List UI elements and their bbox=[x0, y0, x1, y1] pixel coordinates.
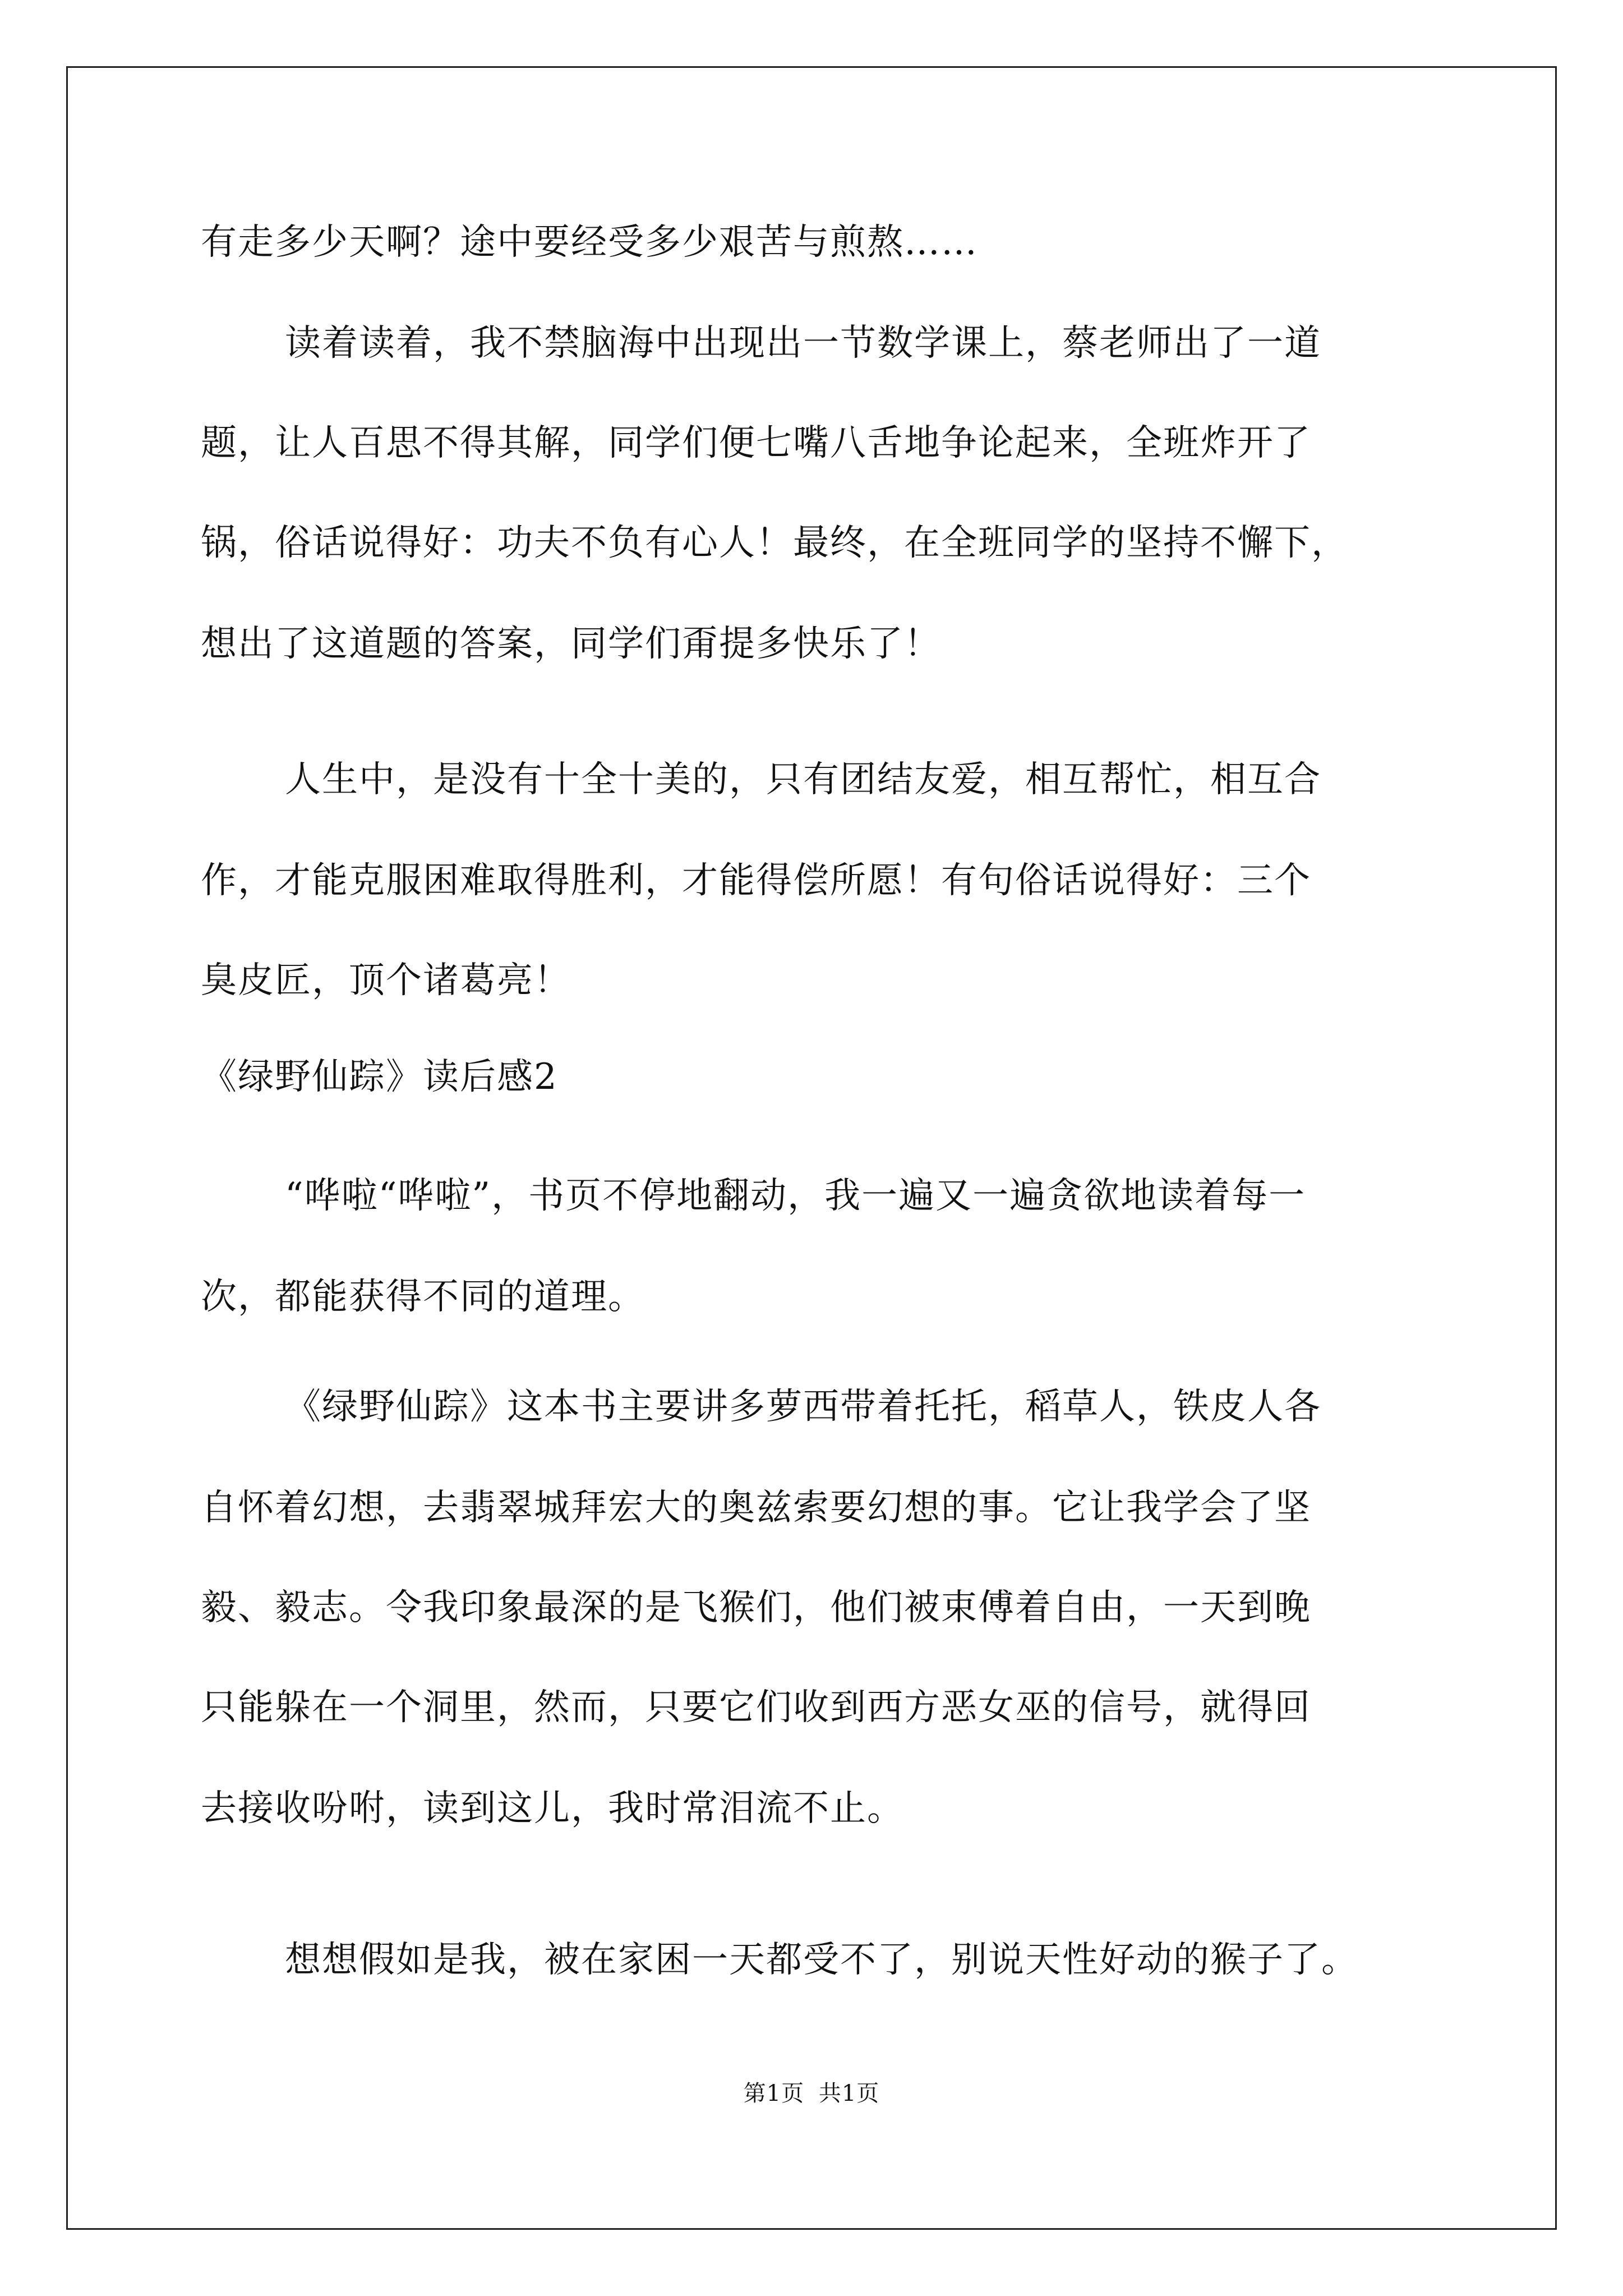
paragraph-line: 读着读着，我不禁脑海中出现出一节数学课上，蔡老师出了一道 bbox=[285, 323, 1321, 364]
page-border bbox=[66, 66, 1557, 2230]
text-line: 想出了这道题的答案，同学们甭提多快乐了！ bbox=[201, 623, 941, 665]
text-line: 次，都能获得不同的道理。 bbox=[201, 1276, 645, 1318]
text-line: 有走多少天啊？途中要经受多少艰苦与煎熬…… bbox=[201, 222, 978, 263]
paragraph-line: “哗啦“哗啦”，书页不停地翻动，我一遍又一遍贪欲地读着每一 bbox=[285, 1175, 1306, 1217]
text-line: 去接收吩咐，读到这儿，我时常泪流不止。 bbox=[201, 1788, 904, 1829]
text-line: 作，才能克服困难取得胜利，才能得偿所愿！有句俗话说得好：三个 bbox=[201, 860, 1311, 901]
text-line: 只能躲在一个洞里，然而，只要它们收到西方恶女巫的信号，就得回 bbox=[201, 1687, 1311, 1728]
text-line: 题，让人百思不得其解，同学们便七嘴八舌地争论起来，全班炸开了 bbox=[201, 422, 1311, 464]
text-line: 毅、毅志。令我印象最深的是飞猴们，他们被束傅着自由，一天到晚 bbox=[201, 1587, 1311, 1628]
page-number: 第1页 bbox=[743, 2081, 805, 2106]
paragraph-line: 《绿野仙踪》这本书主要讲多萝西带着托托，稻草人，铁皮人各 bbox=[285, 1386, 1321, 1428]
page-total: 共1页 bbox=[818, 2081, 880, 2106]
section-heading: 《绿野仙踪》读后感2 bbox=[201, 1056, 558, 1098]
page-footer bbox=[0, 2079, 1623, 2108]
paragraph-line: 想想假如是我，被在家困一天都受不了，别说天性好动的猴子了。 bbox=[285, 1939, 1358, 1981]
paragraph-line: 人生中，是没有十全十美的，只有团结友爱，相互帮忙，相互合 bbox=[285, 759, 1321, 800]
text-line: 臭皮匠，顶个诸葛亮！ bbox=[201, 960, 571, 1001]
text-line: 锅，俗话说得好：功夫不负有心人！最终，在全班同学的坚持不懈下， bbox=[201, 522, 1348, 564]
text-line: 自怀着幻想，去翡翠城拜宏大的奥兹索要幻想的事。它让我学会了坚 bbox=[201, 1487, 1311, 1529]
